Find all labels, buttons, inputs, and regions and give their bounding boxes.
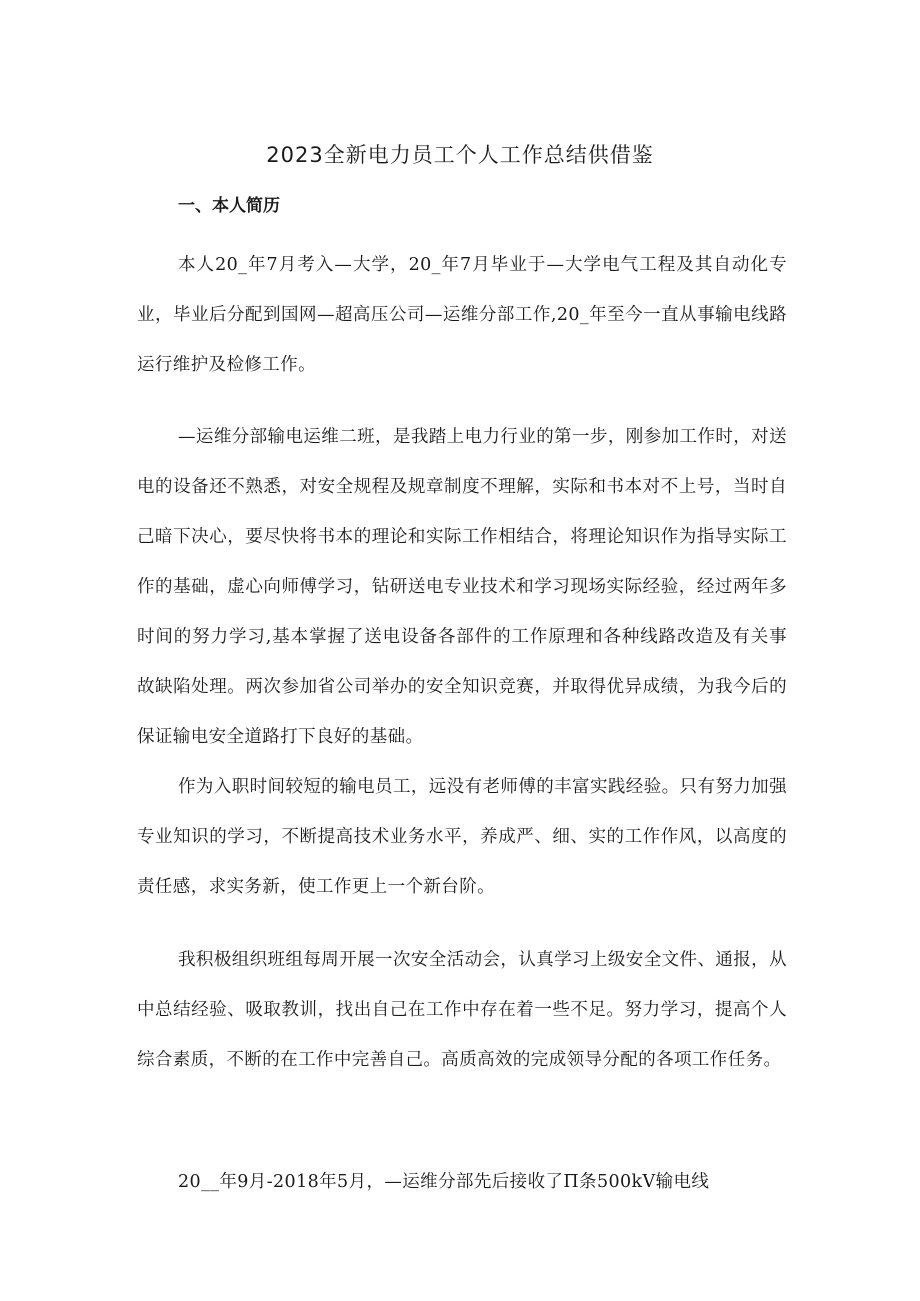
section-heading: 一、本人简历	[178, 196, 280, 216]
paragraph: 作为入职时间较短的输电员工，远没有老师傅的丰富实践经验。只有努力加强专业知识的学习，不断提高技术业务水平，养成严、细、实的工作作风，以高度的责任感，求实务新，使工作更上一个新台阶。	[137, 777, 787, 897]
paragraph: —运维分部输电运维二班，是我踏上电力行业的第一步，刚参加工作时，对送电的设备还不熟悉，对安全规程及规章制度不理解，实际和书本对不上号，当时自己暗下决心，要尽快将书本的理论和实际工作相结合，将理论知识作为指导实际工作的基础，虚心向师傅学习，钻研送电专业技术和学习现场实际经验，经过两年多时间的努力学习,基本掌握了送电设备各部件的工作原理和各种线路改造及有关事故缺陷处理。两次参加省公司举办的安全知识竞赛，并取得优异成绩，为我今后的保证输电安全道路打下良好的基础。	[137, 427, 787, 747]
paragraph: 20__年9月-2018年5月，—运维分部先后接收了Π条500kV输电线	[178, 1172, 710, 1192]
paragraph: 本人20_年7月考入—大学，20_年7月毕业于—大学电气工程及其自动化专业，毕业后分配到国网—超高压公司—运维分部工作,20_年至今一直从事输电线路运行维护及检修工作。	[137, 255, 787, 375]
document-title: 2023全新电力员工个人工作总结供借鉴	[266, 143, 654, 167]
paragraph: 我积极组织班组每周开展一次安全活动会，认真学习上级安全文件、通报，从中总结经验、吸取教训，找出自己在工作中存在着一些不足。努力学习，提高个人综合素质，不断的在工作中完善自己。高质高效的完成领导分配的各项工作任务。	[137, 950, 787, 1070]
